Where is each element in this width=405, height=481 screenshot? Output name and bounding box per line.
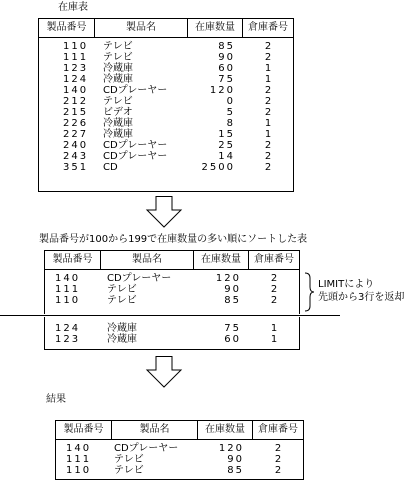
cell-product-no: 123 bbox=[63, 63, 89, 74]
cell-warehouse-no: 2 bbox=[274, 443, 282, 454]
cell-product-name: 冷蔵庫 bbox=[107, 323, 137, 334]
cell-product-no: 111 bbox=[66, 454, 92, 465]
table-header bbox=[56, 421, 303, 440]
limit-note-line2: 先頭から3行を返却 bbox=[318, 292, 405, 303]
cell-warehouse-no: 2 bbox=[270, 295, 278, 306]
column-divider bbox=[94, 19, 95, 38]
cell-product-name: テレビ bbox=[107, 295, 137, 306]
header-product-no: 製品番号 bbox=[63, 424, 104, 435]
cell-stock-qty: 15 bbox=[218, 129, 235, 140]
table-row bbox=[39, 41, 293, 52]
cell-product-no: 351 bbox=[63, 162, 89, 173]
cell-product-no: 110 bbox=[63, 41, 89, 52]
cell-warehouse-no: 2 bbox=[264, 85, 272, 96]
table-header bbox=[39, 19, 293, 38]
down-arrow-icon bbox=[145, 356, 183, 388]
header-product-name: 製品名 bbox=[139, 424, 170, 435]
right-brace-icon bbox=[303, 272, 315, 312]
table-row bbox=[39, 162, 293, 173]
cell-stock-qty: 90 bbox=[227, 454, 244, 465]
cell-warehouse-no: 2 bbox=[264, 96, 272, 107]
table-row bbox=[39, 129, 293, 140]
column-divider bbox=[252, 421, 253, 440]
cell-warehouse-no: 1 bbox=[270, 334, 278, 345]
header-product-no: 製品番号 bbox=[52, 254, 93, 265]
table-row bbox=[56, 454, 303, 465]
cell-product-no: 243 bbox=[63, 151, 89, 162]
limit-cut-line bbox=[0, 315, 340, 316]
cell-warehouse-no: 1 bbox=[264, 129, 272, 140]
header-warehouse-no: 倉庫番号 bbox=[254, 254, 294, 265]
cell-stock-qty: 120 bbox=[215, 273, 241, 284]
cell-product-no: 111 bbox=[55, 284, 81, 295]
cell-stock-qty: 2500 bbox=[201, 162, 235, 173]
cell-stock-qty: 5 bbox=[226, 107, 235, 118]
table-row bbox=[45, 273, 299, 284]
table-row bbox=[39, 63, 293, 74]
cell-warehouse-no: 2 bbox=[264, 41, 272, 52]
cell-product-name: 冷蔵庫 bbox=[107, 334, 137, 345]
result-table bbox=[55, 420, 304, 480]
column-divider bbox=[100, 251, 101, 270]
column-divider bbox=[187, 19, 188, 38]
cell-product-no: 212 bbox=[63, 96, 89, 107]
table-header bbox=[45, 251, 299, 270]
column-divider bbox=[197, 421, 198, 440]
cell-stock-qty: 85 bbox=[227, 465, 244, 476]
cell-stock-qty: 85 bbox=[218, 41, 235, 52]
header-product-name: 製品名 bbox=[126, 22, 156, 33]
cell-stock-qty: 90 bbox=[218, 52, 235, 63]
cell-product-no: 140 bbox=[55, 273, 81, 284]
cell-warehouse-no: 1 bbox=[270, 323, 278, 334]
cell-warehouse-no: 1 bbox=[264, 74, 272, 85]
cell-product-name: 冷蔵庫 bbox=[103, 74, 133, 85]
cell-product-name: テレビ bbox=[103, 41, 133, 52]
cell-product-no: 124 bbox=[63, 74, 89, 85]
cell-product-no: 140 bbox=[63, 85, 89, 96]
cell-stock-qty: 75 bbox=[218, 74, 235, 85]
cell-product-name: テレビ bbox=[114, 465, 144, 476]
column-divider bbox=[193, 251, 194, 270]
inventory-table bbox=[38, 18, 294, 192]
result-title: 結果 bbox=[46, 394, 66, 405]
down-arrow-icon bbox=[145, 196, 183, 228]
cell-stock-qty: 60 bbox=[218, 63, 235, 74]
column-divider bbox=[111, 421, 112, 440]
table-row bbox=[45, 334, 299, 345]
table-row bbox=[39, 85, 293, 96]
cell-product-name: 冷蔵庫 bbox=[103, 129, 133, 140]
sorted-table-bottom bbox=[44, 317, 300, 350]
cell-warehouse-no: 2 bbox=[264, 162, 272, 173]
column-divider bbox=[242, 19, 243, 38]
table1-title: 在庫表 bbox=[58, 2, 88, 13]
sorted-table-top bbox=[44, 250, 300, 314]
cell-product-no: 215 bbox=[63, 107, 89, 118]
table-row bbox=[56, 465, 303, 476]
cell-product-name: CDプレーヤー bbox=[107, 273, 172, 284]
limit-note-line1: LIMITにより bbox=[318, 279, 375, 290]
cell-product-name: CDプレーヤー bbox=[103, 140, 168, 151]
cell-stock-qty: 0 bbox=[226, 96, 235, 107]
cell-product-name: テレビ bbox=[103, 96, 133, 107]
cell-warehouse-no: 2 bbox=[270, 273, 278, 284]
table2-title: 製品番号が100から199で在庫数量の多い順にソートした表 bbox=[39, 234, 308, 245]
cell-product-no: 110 bbox=[66, 465, 92, 476]
cell-product-name: CDプレーヤー bbox=[114, 443, 179, 454]
cell-product-no: 240 bbox=[63, 140, 89, 151]
cell-product-no: 140 bbox=[66, 443, 92, 454]
cell-stock-qty: 8 bbox=[226, 118, 235, 129]
cell-product-no: 123 bbox=[55, 334, 81, 345]
header-warehouse-no: 倉庫番号 bbox=[248, 22, 288, 33]
header-stock-qty: 在庫数量 bbox=[195, 22, 235, 33]
cell-product-no: 111 bbox=[63, 52, 89, 63]
cell-stock-qty: 75 bbox=[224, 323, 241, 334]
cell-product-name: テレビ bbox=[114, 454, 144, 465]
table-row bbox=[45, 284, 299, 295]
cell-product-name: ビデオ bbox=[103, 107, 133, 118]
cell-warehouse-no: 2 bbox=[274, 454, 282, 465]
cell-stock-qty: 85 bbox=[224, 295, 241, 306]
table-row bbox=[56, 443, 303, 454]
cell-product-name: テレビ bbox=[107, 284, 137, 295]
cell-stock-qty: 25 bbox=[218, 140, 235, 151]
cell-stock-qty: 90 bbox=[224, 284, 241, 295]
header-stock-qty: 在庫数量 bbox=[201, 254, 241, 265]
cell-product-name: CDプレーヤー bbox=[103, 85, 168, 96]
cell-warehouse-no: 2 bbox=[264, 151, 272, 162]
table-row bbox=[45, 295, 299, 306]
cell-product-no: 227 bbox=[63, 129, 89, 140]
cell-warehouse-no: 2 bbox=[264, 140, 272, 151]
header-product-name: 製品名 bbox=[132, 254, 162, 265]
header-warehouse-no: 倉庫番号 bbox=[258, 424, 298, 435]
cell-warehouse-no: 1 bbox=[264, 63, 272, 74]
cell-warehouse-no: 2 bbox=[264, 107, 272, 118]
table-row bbox=[39, 96, 293, 107]
cell-product-no: 124 bbox=[55, 323, 81, 334]
table-row bbox=[39, 140, 293, 151]
header-stock-qty: 在庫数量 bbox=[205, 424, 245, 435]
cell-product-no: 226 bbox=[63, 118, 89, 129]
cell-warehouse-no: 1 bbox=[264, 118, 272, 129]
table-row bbox=[39, 107, 293, 118]
cell-warehouse-no: 2 bbox=[264, 52, 272, 63]
table-row bbox=[39, 52, 293, 63]
table-row bbox=[39, 151, 293, 162]
cell-product-no: 110 bbox=[55, 295, 81, 306]
table-row bbox=[39, 74, 293, 85]
cell-warehouse-no: 2 bbox=[274, 465, 282, 476]
header-product-no: 製品番号 bbox=[46, 22, 87, 33]
cell-stock-qty: 120 bbox=[209, 85, 235, 96]
column-divider bbox=[248, 251, 249, 270]
cell-product-name: CD bbox=[103, 162, 118, 173]
cell-stock-qty: 60 bbox=[224, 334, 241, 345]
cell-stock-qty: 14 bbox=[218, 151, 235, 162]
cell-product-name: CDプレーヤー bbox=[103, 151, 168, 162]
table-row bbox=[39, 118, 293, 129]
cell-stock-qty: 120 bbox=[218, 443, 244, 454]
cell-warehouse-no: 2 bbox=[270, 284, 278, 295]
cell-product-name: テレビ bbox=[103, 52, 133, 63]
cell-product-name: 冷蔵庫 bbox=[103, 63, 133, 74]
cell-product-name: 冷蔵庫 bbox=[103, 118, 133, 129]
table-row bbox=[45, 323, 299, 334]
